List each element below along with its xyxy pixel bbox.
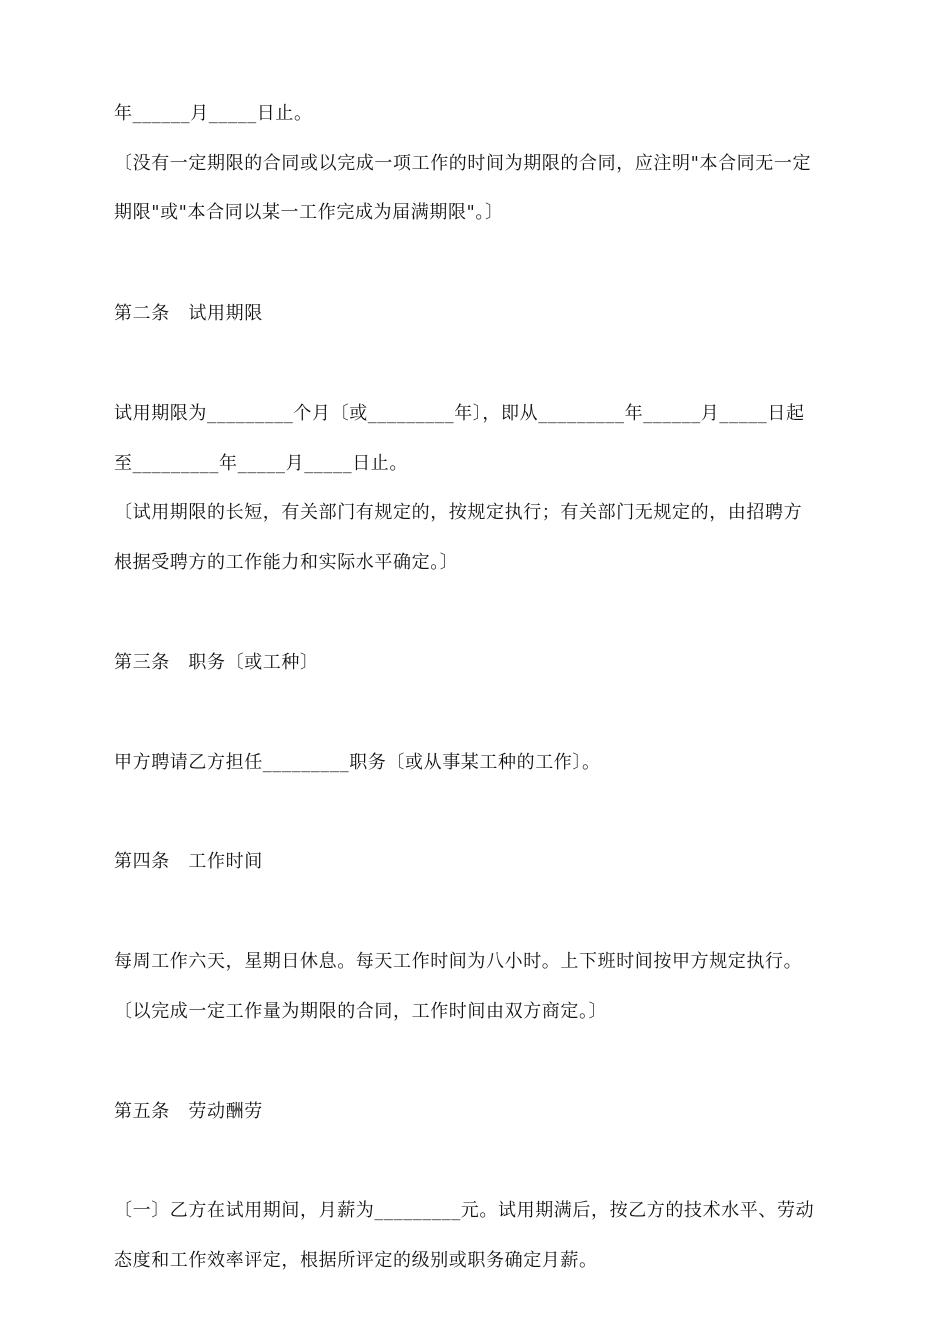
- probation-note-line-2: 根据受聘方的工作能力和实际水平确定。〕: [114, 552, 459, 573]
- term-end-date-line: 年______月_____日止。: [114, 103, 313, 124]
- salary-line-2: 态度和工作效率评定，根据所评定的级别或职务确定月薪。: [114, 1250, 598, 1271]
- article-2-heading: 第二条 试用期限: [114, 303, 263, 324]
- salary-line-1: 〔一〕乙方在试用期间，月薪为_________元。试用期满后，按乙方的技术水平、劳动: [114, 1200, 815, 1221]
- position-line: 甲方聘请乙方担任_________职务〔或从事某工种的工作〕。: [114, 752, 601, 773]
- work-hours-note-line: 〔以完成一定工作量为期限的合同，工作时间由双方商定。〕: [114, 1001, 608, 1022]
- term-note-line-2: 期限"或"本合同以某一工作完成为届满期限"。〕: [114, 202, 504, 223]
- article-4-heading: 第四条 工作时间: [114, 851, 263, 872]
- article-3-heading: 第三条 职务〔或工种〕: [114, 652, 319, 673]
- probation-period-line-1: 试用期限为_________个月〔或_________年〕，即从_________年______月_____日起: [114, 403, 805, 424]
- article-5-heading: 第五条 劳动酬劳: [114, 1101, 263, 1122]
- probation-period-line-2: 至_________年_____月_____日止。: [114, 453, 408, 474]
- probation-note-line-1: 〔试用期限的长短，有关部门有规定的，按规定执行；有关部门无规定的，由招聘方: [114, 502, 803, 523]
- work-hours-line: 每周工作六天，星期日休息。每天工作时间为八小时。上下班时间按甲方规定执行。: [114, 951, 803, 972]
- term-note-line-1: 〔没有一定期限的合同或以完成一项工作的时间为期限的合同，应注明"本合同无一定: [114, 153, 812, 174]
